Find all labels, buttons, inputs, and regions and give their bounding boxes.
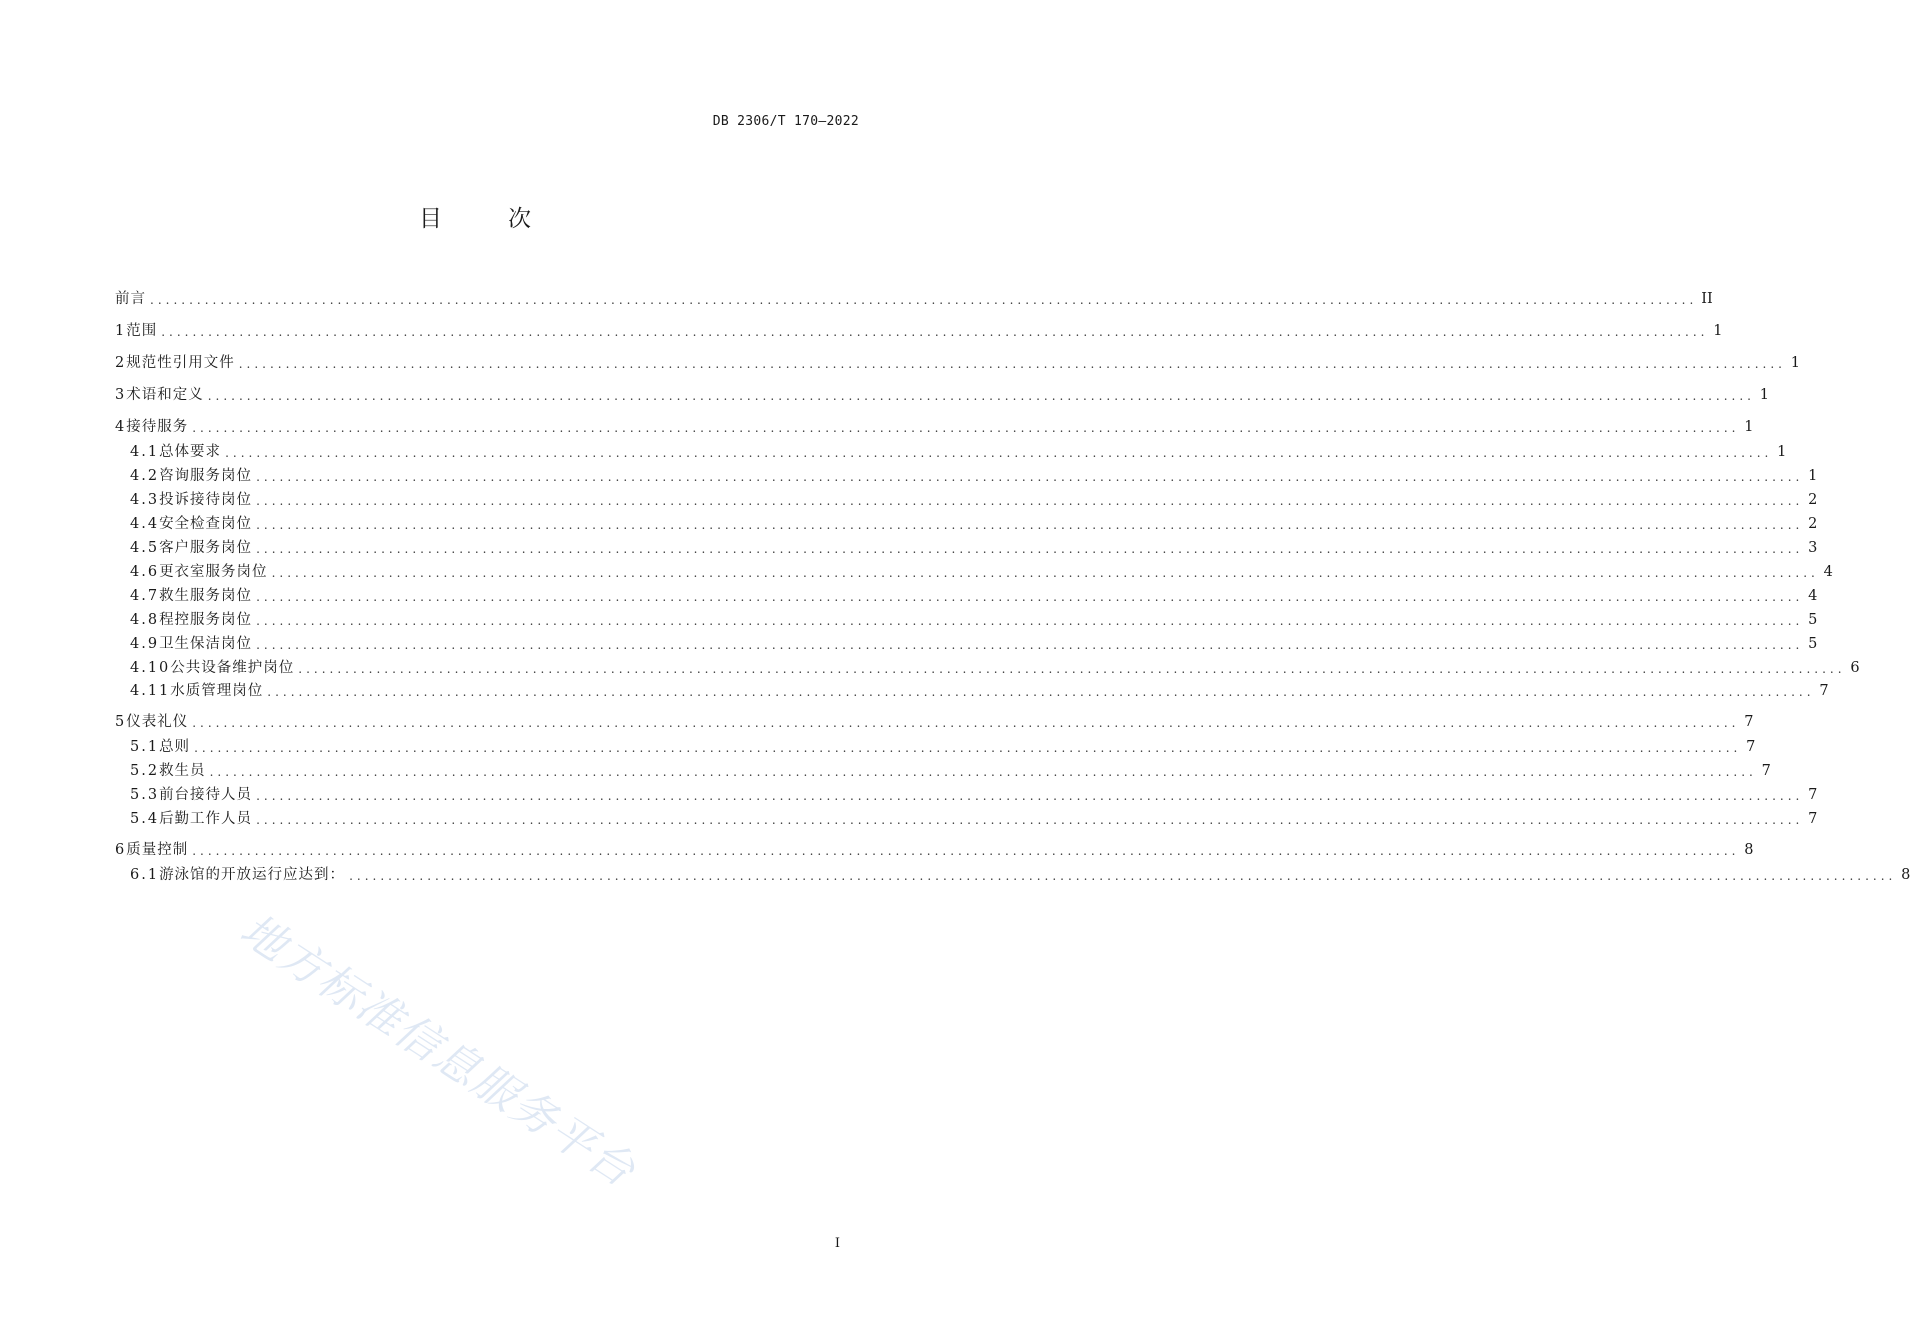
toc-entry-title: 公共设备维护岗位 (170, 660, 295, 676)
toc-page-number: 8 (1744, 842, 1754, 858)
toc-entry-6[interactable] (115, 839, 1754, 861)
toc-leader: ...................................................................................................................................................................................................... (267, 685, 1815, 699)
toc-entry-title: 咨询服务岗位 (159, 468, 253, 484)
toc-leader: ...................................................................................................................................................................................................... (298, 662, 1846, 676)
toc-leader: ...................................................................................................................................................................................................... (238, 357, 1786, 371)
toc-page-number: 3 (1808, 540, 1818, 556)
toc-section-number: 4 (115, 419, 127, 435)
toc-entry-5[interactable] (115, 711, 1754, 733)
toc-page-number: 1 (1808, 468, 1818, 484)
toc-entry-title: 水质管理岗位 (170, 683, 264, 699)
toc-entry-foreword[interactable] (115, 288, 1713, 310)
toc-leader: ...................................................................................................................................................................................................... (207, 389, 1755, 403)
toc-page-number: 2 (1808, 516, 1818, 532)
toc-leader: ...................................................................................................................................................................................................... (161, 325, 1709, 339)
toc-entry-5-3[interactable] (130, 784, 1818, 806)
toc-leader: ...................................................................................................................................................................................................... (256, 542, 1804, 556)
toc-entry-title: 卫生保洁岗位 (159, 636, 253, 652)
document-code: DB 2306/T 170—2022 (712, 114, 859, 129)
toc-entry-4-2[interactable] (130, 465, 1818, 487)
toc-section-number: 6.1 (130, 867, 160, 883)
toc-entry-4[interactable] (115, 416, 1754, 438)
toc-leader: ...................................................................................................................................................................................................... (150, 293, 1698, 307)
toc-entry-4-9[interactable] (130, 633, 1818, 655)
toc-entry-5-2[interactable] (130, 760, 1771, 782)
toc-entry-title: 前言 (115, 291, 146, 307)
toc-entry-title: 后勤工作人员 (159, 811, 253, 827)
toc-page-number: 1 (1759, 387, 1769, 403)
toc-leader: ...................................................................................................................................................................................................... (194, 741, 1742, 755)
toc-entry-title: 救生员 (159, 763, 206, 779)
toc-section-number: 4.5 (130, 540, 160, 556)
toc-section-number: 4.4 (130, 516, 160, 532)
toc-section-number: 4.8 (130, 612, 160, 628)
toc-section-number: 4.10 (130, 660, 171, 676)
toc-entry-title: 术语和定义 (126, 387, 204, 403)
toc-entry-title: 客户服务岗位 (159, 540, 253, 556)
toc-section-number: 6 (115, 842, 127, 858)
toc-page-number: 7 (1808, 787, 1818, 803)
watermark: 地方标准信息服务平台 (231, 904, 645, 1198)
toc-leader: ...................................................................................................................................................................................................... (256, 518, 1804, 532)
toc-entry-4-10[interactable] (130, 657, 1860, 679)
toc-entry-title: 更衣室服务岗位 (159, 564, 268, 580)
toc-section-number: 5.4 (130, 811, 160, 827)
toc-section-number: 5.1 (130, 739, 160, 755)
toc-leader: ...................................................................................................................................................................................................... (256, 638, 1804, 652)
toc-leader: ...................................................................................................................................................................................................... (256, 813, 1804, 827)
toc-section-number: 5 (115, 714, 127, 730)
toc-entry-title: 总则 (159, 739, 191, 755)
toc-leader: ...................................................................................................................................................................................................... (271, 566, 1819, 580)
toc-section-number: 2 (115, 355, 127, 371)
toc-page-number: 7 (1761, 763, 1771, 779)
toc-page-number: 1 (1777, 444, 1787, 460)
toc-leader: ...................................................................................................................................................................................................... (256, 494, 1804, 508)
toc-entry-4-5[interactable] (130, 537, 1818, 559)
toc-entry-title: 质量控制 (126, 842, 189, 858)
toc-section-number: 1 (115, 323, 127, 339)
toc-entry-4-7[interactable] (130, 585, 1818, 607)
toc-page-number: 1 (1790, 355, 1800, 371)
toc-section-number: 4.3 (130, 492, 160, 508)
toc-page-number: 1 (1713, 323, 1723, 339)
toc-entry-title: 范围 (126, 323, 158, 339)
toc-entry-4-8[interactable] (130, 609, 1818, 631)
toc-section-number: 4.7 (130, 588, 160, 604)
toc-page-number: 5 (1808, 636, 1818, 652)
toc-entry-5-4[interactable] (130, 808, 1818, 830)
toc-entry-title: 投诉接待岗位 (159, 492, 253, 508)
toc-page-number: 4 (1808, 588, 1818, 604)
toc-entry-4-6[interactable] (130, 561, 1833, 583)
toc-page-number: 7 (1819, 683, 1829, 699)
toc-page-number: 7 (1744, 714, 1754, 730)
toc-entry-title: 前台接待人员 (159, 787, 253, 803)
toc-entry-4-1[interactable] (130, 441, 1787, 463)
toc-section-number: 3 (115, 387, 127, 403)
toc-section-number: 4.1 (130, 444, 160, 460)
toc-entry-4-4[interactable] (130, 513, 1818, 535)
toc-section-number: 4.9 (130, 636, 160, 652)
toc-entry-4-3[interactable] (130, 489, 1818, 511)
toc-page-number: II (1701, 291, 1713, 307)
toc-leader: ...................................................................................................................................................................................................... (192, 421, 1740, 435)
toc-page-number: 4 (1823, 564, 1833, 580)
toc-entry-title: 规范性引用文件 (126, 355, 235, 371)
toc-page-number: 7 (1746, 739, 1756, 755)
toc-entry-1[interactable] (115, 320, 1723, 342)
toc-page-number: 5 (1808, 612, 1818, 628)
toc-leader: ...................................................................................................................................................................................................... (256, 614, 1804, 628)
toc-page-number: 7 (1808, 811, 1818, 827)
toc-leader: ...................................................................................................................................................................................................... (209, 765, 1757, 779)
toc-section-number: 4.2 (130, 468, 160, 484)
toc-section-number: 5.2 (130, 763, 160, 779)
toc-entry-3[interactable] (115, 384, 1769, 406)
toc-entry-title: 总体要求 (159, 444, 222, 460)
toc-entry-title: 救生服务岗位 (159, 588, 253, 604)
toc-page-number: 1 (1744, 419, 1754, 435)
toc-leader: ...................................................................................................................................................................................................... (192, 716, 1740, 730)
toc-page-number: 2 (1808, 492, 1818, 508)
toc-entry-4-11[interactable] (130, 680, 1829, 702)
toc-leader: ...................................................................................................................................................................................................... (256, 590, 1804, 604)
toc-section-number: 4.11 (130, 683, 171, 699)
toc-entry-title: 接待服务 (126, 419, 189, 435)
toc-entry-6-1[interactable] (130, 864, 1910, 886)
toc-section-number: 5.3 (130, 787, 160, 803)
page-title: 目次 (419, 206, 597, 232)
page-number: I (834, 1236, 840, 1251)
toc-entry-title: 程控服务岗位 (159, 612, 253, 628)
toc-page-number: 6 (1850, 660, 1860, 676)
toc-page-number: 8 (1901, 867, 1910, 883)
toc-leader: ...................................................................................................................................................................................................... (225, 446, 1773, 460)
toc-leader: ...................................................................................................................................................................................................... (192, 844, 1740, 858)
toc-leader: ...................................................................................................................................................................................................... (256, 789, 1804, 803)
toc-leader: ...................................................................................................................................................................................................... (349, 869, 1897, 883)
toc-entry-title: 仪表礼仪 (126, 714, 189, 730)
toc-entry-5-1[interactable] (130, 736, 1756, 758)
toc-leader: ...................................................................................................................................................................................................... (256, 470, 1804, 484)
toc-entry-2[interactable] (115, 352, 1800, 374)
toc-entry-title: 安全检查岗位 (159, 516, 253, 532)
toc-section-number: 4.6 (130, 564, 160, 580)
toc-entry-title: 游泳馆的开放运行应达到： (159, 867, 346, 883)
